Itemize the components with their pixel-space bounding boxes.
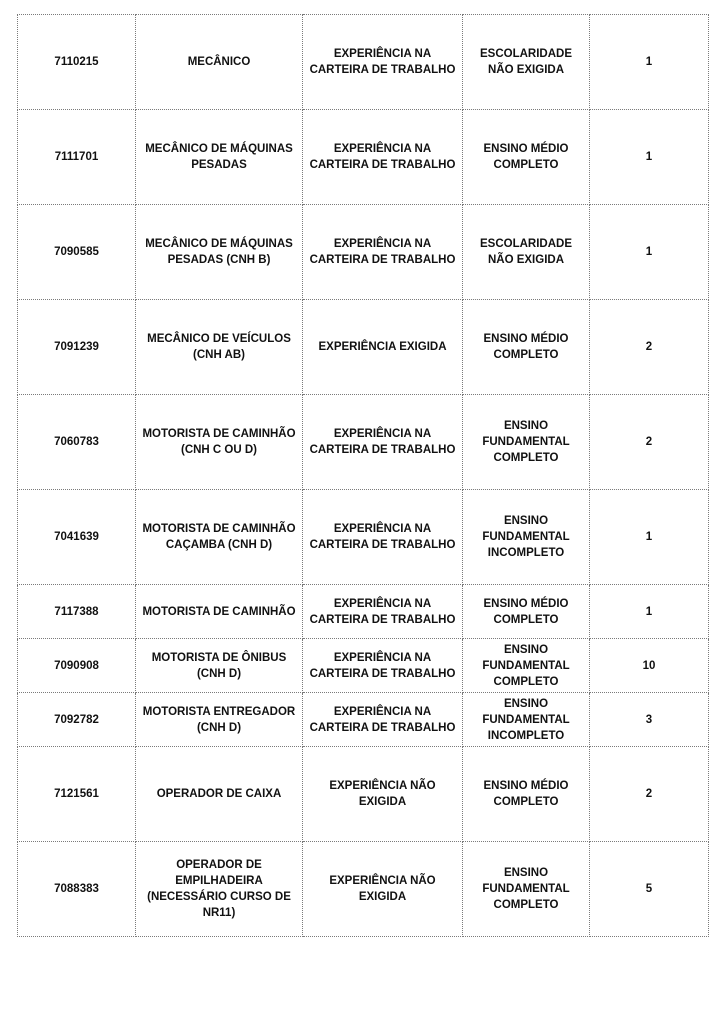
- job-education: ENSINO FUNDAMENTAL INCOMPLETO: [463, 490, 590, 585]
- job-code: 7090585: [18, 205, 136, 300]
- job-vacancies: 1: [590, 585, 709, 639]
- job-code: 7092782: [18, 693, 136, 747]
- job-role: MOTORISTA DE CAMINHÃO: [136, 585, 303, 639]
- job-education: ENSINO MÉDIO COMPLETO: [463, 300, 590, 395]
- job-role: MECÂNICO DE MÁQUINAS PESADAS: [136, 110, 303, 205]
- table-row: [18, 15, 709, 110]
- job-experience: EXPERIÊNCIA EXIGIDA: [303, 300, 463, 395]
- job-role: MECÂNICO DE VEÍCULOS (CNH AB): [136, 300, 303, 395]
- table-row: [18, 205, 709, 300]
- table-row: [18, 693, 709, 747]
- job-education: ESCOLARIDADE NÃO EXIGIDA: [463, 15, 590, 110]
- job-experience: EXPERIÊNCIA NA CARTEIRA DE TRABALHO: [303, 205, 463, 300]
- job-role: OPERADOR DE EMPILHADEIRA (NECESSÁRIO CURSO DE NR11): [136, 842, 303, 937]
- job-code: 7060783: [18, 395, 136, 490]
- job-code: 7110215: [18, 15, 136, 110]
- job-experience: EXPERIÊNCIA NÃO EXIGIDA: [303, 842, 463, 937]
- job-education: ENSINO MÉDIO COMPLETO: [463, 747, 590, 842]
- job-role: MOTORISTA DE CAMINHÃO (CNH C OU D): [136, 395, 303, 490]
- job-role: MECÂNICO DE MÁQUINAS PESADAS (CNH B): [136, 205, 303, 300]
- job-code: 7121561: [18, 747, 136, 842]
- job-vacancies-table: [17, 14, 709, 937]
- job-vacancies: 1: [590, 490, 709, 585]
- job-vacancies: 1: [590, 15, 709, 110]
- table-row: [18, 395, 709, 490]
- job-role: MOTORISTA DE CAMINHÃO CAÇAMBA (CNH D): [136, 490, 303, 585]
- job-experience: EXPERIÊNCIA NA CARTEIRA DE TRABALHO: [303, 15, 463, 110]
- job-experience: EXPERIÊNCIA NA CARTEIRA DE TRABALHO: [303, 639, 463, 693]
- job-code: 7111701: [18, 110, 136, 205]
- table-row: [18, 639, 709, 693]
- job-education: ESCOLARIDADE NÃO EXIGIDA: [463, 205, 590, 300]
- job-code: 7091239: [18, 300, 136, 395]
- job-education: ENSINO MÉDIO COMPLETO: [463, 110, 590, 205]
- job-vacancies: 2: [590, 300, 709, 395]
- job-vacancies: 1: [590, 110, 709, 205]
- table-row: [18, 585, 709, 639]
- job-education: ENSINO MÉDIO COMPLETO: [463, 585, 590, 639]
- job-vacancies: 10: [590, 639, 709, 693]
- job-role: MOTORISTA DE ÔNIBUS (CNH D): [136, 639, 303, 693]
- job-experience: EXPERIÊNCIA NA CARTEIRA DE TRABALHO: [303, 585, 463, 639]
- job-role: MECÂNICO: [136, 15, 303, 110]
- job-code: 7041639: [18, 490, 136, 585]
- job-code: 7090908: [18, 639, 136, 693]
- job-vacancies: 1: [590, 205, 709, 300]
- job-role: OPERADOR DE CAIXA: [136, 747, 303, 842]
- job-education: ENSINO FUNDAMENTAL COMPLETO: [463, 842, 590, 937]
- job-vacancies: 5: [590, 842, 709, 937]
- table-row: [18, 747, 709, 842]
- job-vacancies: 3: [590, 693, 709, 747]
- table-row: [18, 110, 709, 205]
- job-vacancies: 2: [590, 395, 709, 490]
- job-code: 7088383: [18, 842, 136, 937]
- job-experience: EXPERIÊNCIA NA CARTEIRA DE TRABALHO: [303, 490, 463, 585]
- table-row: [18, 490, 709, 585]
- job-experience: EXPERIÊNCIA NA CARTEIRA DE TRABALHO: [303, 395, 463, 490]
- table-row: [18, 300, 709, 395]
- job-role: MOTORISTA ENTREGADOR (CNH D): [136, 693, 303, 747]
- job-vacancies: 2: [590, 747, 709, 842]
- job-experience: EXPERIÊNCIA NA CARTEIRA DE TRABALHO: [303, 693, 463, 747]
- job-experience: EXPERIÊNCIA NA CARTEIRA DE TRABALHO: [303, 110, 463, 205]
- job-education: ENSINO FUNDAMENTAL INCOMPLETO: [463, 693, 590, 747]
- job-education: ENSINO FUNDAMENTAL COMPLETO: [463, 639, 590, 693]
- job-code: 7117388: [18, 585, 136, 639]
- table-row: [18, 842, 709, 937]
- job-experience: EXPERIÊNCIA NÃO EXIGIDA: [303, 747, 463, 842]
- job-education: ENSINO FUNDAMENTAL COMPLETO: [463, 395, 590, 490]
